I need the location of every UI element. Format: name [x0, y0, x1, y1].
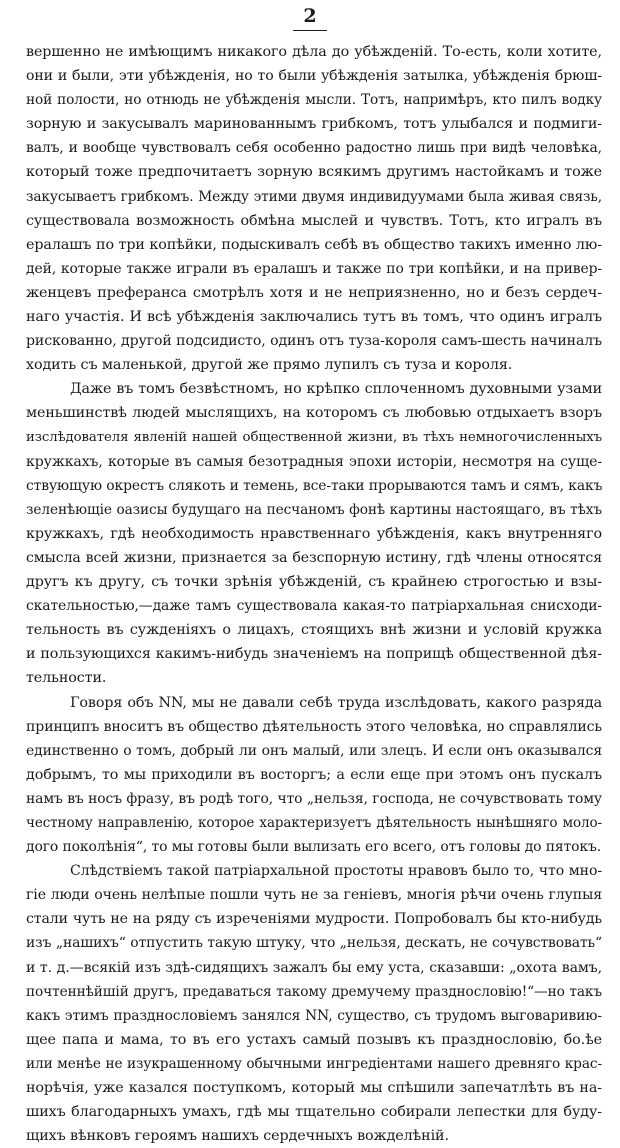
- text-line: и пользующихся какимъ-нибудь значеніемъ на поприщѣ общественной дѣя-: [26, 646, 602, 663]
- text-line: единственно о томъ, добрый ли онъ малый, или злецъ. И если онъ оказывался: [26, 742, 602, 759]
- text-line: щихъ вѣнковъ героямъ нашихъ сердечныхъ вожделѣній.: [26, 1128, 449, 1145]
- text-line: валъ, и вообще чувствовалъ себя особенно радостно лишь при видѣ человѣка,: [26, 140, 602, 157]
- paragraph-first-line: Слѣдствіемъ такой патріархальной простоты нравовъ было то, что мно-: [70, 863, 602, 880]
- text-line: женцевъ преферанса смотрѣлъ хотя и не неприязненно, но и безъ сердеч-: [26, 284, 602, 301]
- text-line: кружкахъ, которые въ самыя безотрадныя эпохи исторіи, несмотря на суще-: [26, 453, 602, 470]
- text-line: вершенно не имѣющимъ никакого дѣла до убѣжденій. То-есть, коли хотите,: [26, 44, 602, 60]
- text-line: ной полости, но отнюдь не убѣжденія мысли. Тотъ, напримѣръ, кто пилъ водку: [26, 92, 602, 109]
- text-line: кружкахъ, гдѣ необходимость нравственнаго убѣжденія, какъ внутренняго: [26, 525, 602, 542]
- text-line: шихъ благодарныхъ умахъ, гдѣ мы тщательно собирали лепестки для буду-: [26, 1104, 602, 1121]
- text-line: щее папа и мама, то въ его устахъ самый позывъ къ празднословію, бо.ѣе: [26, 1031, 602, 1048]
- text-line: добрымъ, то мы приходили въ восторгъ; а если еще при этомъ онъ пускалъ: [26, 766, 602, 783]
- text-line: норѣчія, уже казался поступкомъ, который мы спѣшили запечатлѣть въ на-: [26, 1080, 602, 1097]
- text-line: зорную и закусывалъ маринованнымъ грибкомъ, тотъ улыбался и подмиги-: [26, 116, 602, 133]
- header-rule: [293, 30, 327, 31]
- text-line: скательностью,—даже тамъ существовала какая-то патріархальная снисходи-: [26, 598, 602, 615]
- text-line: рискованно, другой подсидисто, одинъ отъ туза-короля самъ-шесть начиналъ: [26, 333, 602, 350]
- text-line: ералашъ по три копѣйки, подыскивалъ себѣ въ общество такихъ именно лю-: [26, 236, 602, 253]
- text-line: изслѣдователя явленій нашей общественной жизни, въ тѣхъ немногочисленныхъ: [26, 429, 602, 445]
- text-line: зеленѣющіе оазисы будущаго на песчаномъ фонѣ картины настоящаго, въ тѣхъ: [26, 501, 602, 518]
- text-line: гіе люди очень нелѣпые пошли чуть не за геніевъ, многія рѣчи очень глупыя: [26, 887, 602, 904]
- text-line: дей, которые также играли въ ералашъ и также по три копѣйки, и на привер-: [26, 260, 602, 277]
- paragraph-first-line: Даже въ томъ безвѣстномъ, но крѣпко сплоченномъ духовными узами: [70, 381, 602, 398]
- page-number: 2: [303, 5, 317, 27]
- text-line: ствующую окрестъ слякоть и темень, все-таки прорываются тамъ и сямъ, какъ: [26, 477, 602, 494]
- text-line: принципъ вноситъ въ общество дѣятельность этого человѣка, но справлялись: [26, 718, 602, 735]
- paragraph-first-line: Говоря объ NN, мы не давали себѣ труда изслѣдовать, какого разряда: [70, 694, 602, 711]
- text-line: наго участія. И всѣ убѣжденія заключались тутъ въ томъ, что одинъ игралъ: [26, 309, 602, 326]
- text-line: смысла всей жизни, признается за безспорную истину, гдѣ члены относятся: [26, 549, 602, 566]
- text-line: меньшинствѣ людей мыслящихъ, на которомъ съ любовью отдыхаетъ взоръ: [26, 405, 602, 422]
- text-line: стали чуть не на ряду съ изреченіями мудрости. Попробовалъ бы кто-нибудь: [26, 911, 602, 928]
- body-text: [26, 40, 602, 1148]
- text-line: который тоже предпочитаетъ зорную всякимъ другимъ настойкамъ и тоже: [26, 164, 602, 181]
- text-line: какъ этимъ празднословіемъ занялся NN, существо, съ трудомъ выговаривию-: [26, 1007, 602, 1024]
- text-line: почтеннѣйшій другъ, предаваться такому дремучему празднословію!“—но такъ: [26, 983, 602, 1000]
- text-line: они и были, эти убѣжденія, но то были убѣжденія затылка, убѣжденія брюш-: [26, 68, 602, 85]
- text-line: тельность въ сужденіяхъ о лицахъ, стоящихъ внѣ жизни и условій кружка: [26, 622, 602, 639]
- text-line: дого поколѣнія“, то мы готовы были вылизать его всего, отъ головы до пятокъ.: [26, 839, 602, 856]
- text-line: тельности.: [26, 670, 107, 687]
- text-line: существовала возможность обмѣна мыслей и чувствъ. Тотъ, кто игралъ въ: [26, 212, 602, 229]
- text-line: намъ въ носъ фразу, въ родѣ того, что „нельзя, господа, не сочувствовать тому: [26, 790, 602, 807]
- text-line: и т. д.—всякій изъ здѣ-сидящихъ зажалъ бы ему уста, сказавши: „охота вамъ,: [26, 959, 602, 976]
- text-line: другъ къ другу, съ точки зрѣнія убѣжденій, съ крайнею строгостью и взы-: [26, 574, 602, 591]
- text-line: изъ „нашихъ“ отпустить такую штуку, что „нельзя, дескать, не сочувствовать“: [26, 935, 602, 952]
- text-line: ходить съ маленькой, другой же прямо лупилъ съ туза и короля.: [26, 357, 513, 374]
- text-line: закусываетъ грибкомъ. Между этими двумя индивидуумами была живая связь,: [26, 188, 602, 205]
- text-line: или менѣе не изукрашенному обычными ингредіентами нашего древняго крас-: [26, 1055, 602, 1072]
- text-line: честному направленію, которое характеризуетъ дѣятельность нынѣшняго моло-: [26, 815, 602, 831]
